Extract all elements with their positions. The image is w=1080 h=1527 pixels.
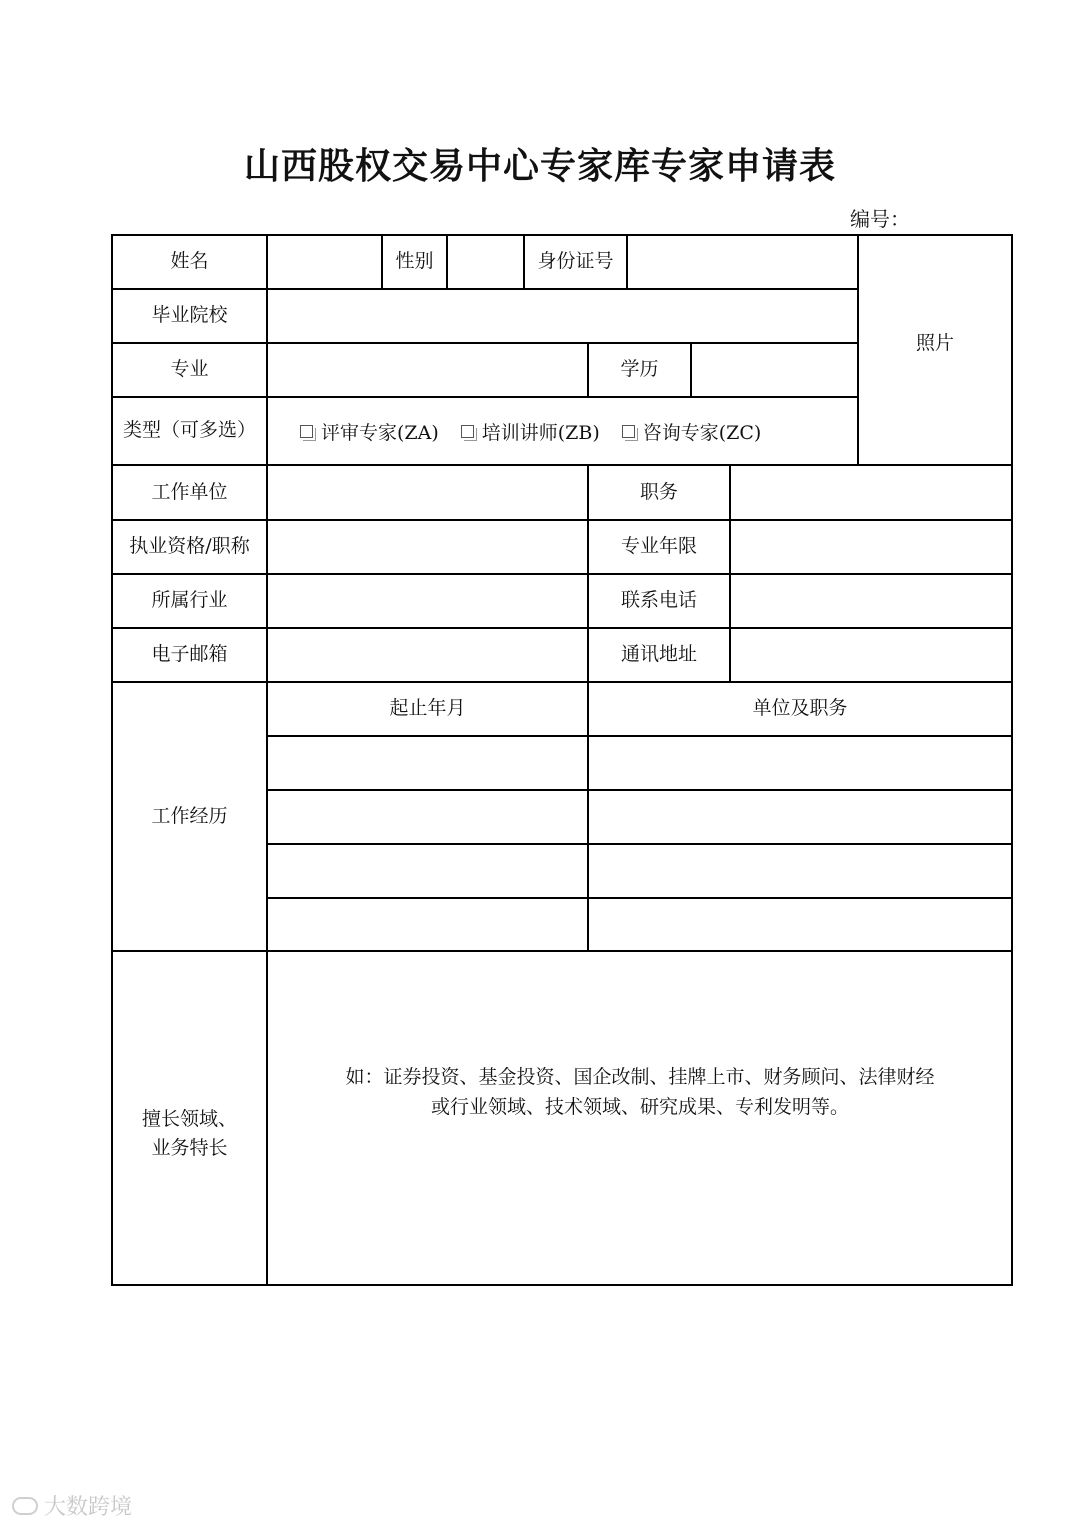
type-label: 类型（可多选）: [122, 419, 256, 442]
education-label: 学历: [620, 358, 659, 381]
checkbox-icon[interactable]: [300, 425, 313, 438]
work-period-field[interactable]: [268, 791, 587, 843]
address-field[interactable]: [731, 629, 1011, 681]
expertise-label-line2: 业务特长: [151, 1137, 228, 1159]
work-period-field[interactable]: [268, 899, 587, 950]
id-number-field[interactable]: [628, 236, 857, 288]
logo-icon: [12, 1497, 38, 1515]
checkbox-icon[interactable]: [622, 425, 635, 438]
photo-label: 照片: [915, 332, 954, 355]
expertise-hint-line2: 或行业领域、技术领域、研究成果、专利发明等。: [430, 1096, 849, 1119]
form-title: 山西股权交易中心专家库专家申请表: [243, 145, 836, 187]
work-history-label: 工作经历: [151, 804, 228, 827]
industry-field[interactable]: [268, 575, 587, 627]
phone-label: 联系电话: [620, 589, 697, 612]
watermark: [12, 1490, 132, 1521]
employer-field[interactable]: [268, 466, 587, 519]
name-label: 姓名: [170, 250, 209, 273]
phone-field[interactable]: [731, 575, 1011, 627]
qualification-field[interactable]: [268, 521, 587, 573]
work-org-field[interactable]: [589, 737, 1011, 789]
name-field[interactable]: [268, 236, 381, 288]
work-org-field[interactable]: [589, 899, 1011, 950]
school-label: 毕业院校: [151, 304, 228, 327]
email-label: 电子邮箱: [151, 643, 228, 666]
type-option-za[interactable]: [300, 418, 439, 445]
type-option-label: 咨询专家(ZC): [642, 421, 762, 444]
type-option-label: 培训讲师(ZB): [481, 421, 600, 444]
work-period-field[interactable]: [268, 845, 587, 897]
employer-label: 工作单位: [151, 480, 228, 503]
type-option-label: 评审专家(ZA): [321, 421, 439, 444]
id-number-label: 身份证号: [537, 250, 614, 273]
email-field[interactable]: [268, 629, 587, 681]
watermark-text: 大数跨境: [44, 1495, 133, 1520]
type-option-zb[interactable]: [461, 418, 600, 445]
expertise-label-line1: 擅长领域、: [141, 1107, 237, 1130]
expertise-field[interactable]: [268, 1062, 1012, 1123]
school-field[interactable]: [268, 290, 857, 342]
serial-number-label: 编号：: [850, 207, 910, 231]
expertise-hint-line1: 如：证券投资、基金投资、国企改制、挂牌上市、财务顾问、法律财经: [345, 1066, 935, 1088]
work-org-field[interactable]: [589, 791, 1011, 843]
education-field[interactable]: [692, 344, 857, 396]
major-field[interactable]: [268, 344, 587, 396]
work-period-field[interactable]: [268, 737, 587, 789]
expertise-label: [113, 952, 266, 1284]
type-option-zc[interactable]: [622, 418, 762, 445]
years-label: 专业年限: [620, 535, 697, 558]
checkbox-icon[interactable]: [461, 425, 474, 438]
qualification-label: 执业资格/职称: [129, 535, 250, 558]
major-label: 专业: [170, 358, 209, 381]
gender-label: 性别: [395, 250, 434, 273]
photo-box[interactable]: [859, 236, 1011, 464]
work-org-field[interactable]: [589, 845, 1011, 897]
period-header: 起止年月: [389, 697, 466, 720]
industry-label: 所属行业: [151, 589, 228, 612]
position-label: 职务: [639, 480, 678, 503]
position-field[interactable]: [731, 466, 1011, 519]
gender-field[interactable]: [448, 236, 523, 288]
type-options: [300, 416, 773, 446]
org-position-header: 单位及职务: [752, 697, 848, 720]
years-field[interactable]: [731, 521, 1011, 573]
address-label: 通讯地址: [620, 643, 697, 666]
